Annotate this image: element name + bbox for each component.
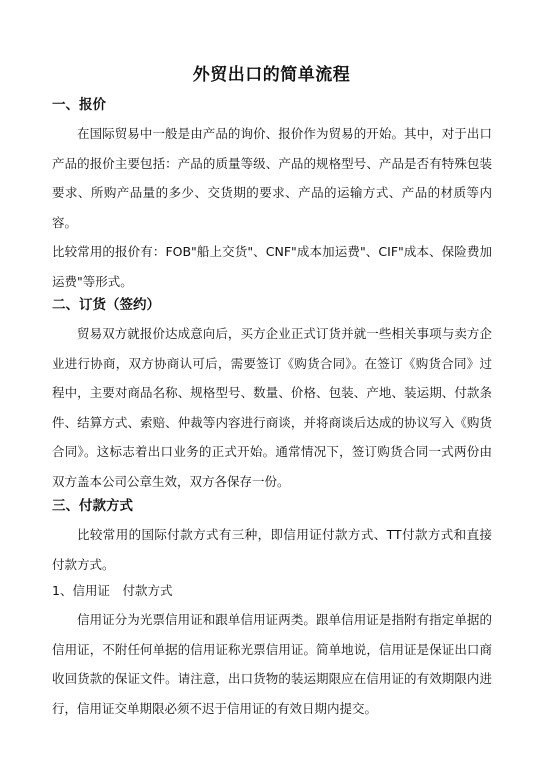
subsection-heading-letter-of-credit: 1、信用证 付款方式 (52, 583, 173, 598)
paragraph-payment-methods: 比较常用的国际付款方式有三种，即信用证付款方式、TT付款方式和直接付款方式。 (52, 527, 492, 572)
paragraph-quotation-terms: 比较常用的报价有：FOB"船上交货"、CNF"成本加运费"、CIF"成本、保险费加运费"等形式。 (52, 244, 492, 289)
paragraph-letter-of-credit: 信用证分为光票信用证和跟单信用证两类。跟单信用证是指附有指定单据的信用证，不附任何单据的信用证称光票信用证。简单地说，信用证是保证出口商收回货款的保证文件。请注意，出口货物的装运期限应在信用证的有效期限内进行，信用证交单期限必须不迟于信用证的有效日期内提交。 (52, 612, 492, 716)
paragraph-ordering-contract: 贸易双方就报价达成意向后，买方企业正式订货并就一些相关事项与卖方企业进行协商，双方协商认可后，需要签订《购货合同》。在签订《购货合同》过程中，主要对商品名称、规格型号、数量、价格、包装、产地、装运期、付款条件、结算方式、索赔、仲裁等内容进行商谈，并将商谈后达成的协议写入《购货合同》。这标志着出口业务的正式开始。通常情况下，签订购货合同一式两份由双方盖本公司公章生效，双方各保存一份。 (52, 326, 492, 489)
document-title: 外贸出口的简单流程 (192, 65, 351, 85)
section-heading-quotation: 一、报价 (52, 97, 106, 113)
section-heading-ordering: 二、订货（签约） (52, 297, 160, 313)
paragraph-quotation-intro: 在国际贸易中一般是由产品的询价、报价作为贸易的开始。其中，对于出口产品的报价主要包括：产品的质量等级、产品的规格型号、产品是否有特殊包装要求、所购产品量的多少、交货期的要求、产品的运输方式、产品的材质等内容。 (52, 126, 492, 230)
section-heading-payment: 三、付款方式 (52, 498, 133, 514)
